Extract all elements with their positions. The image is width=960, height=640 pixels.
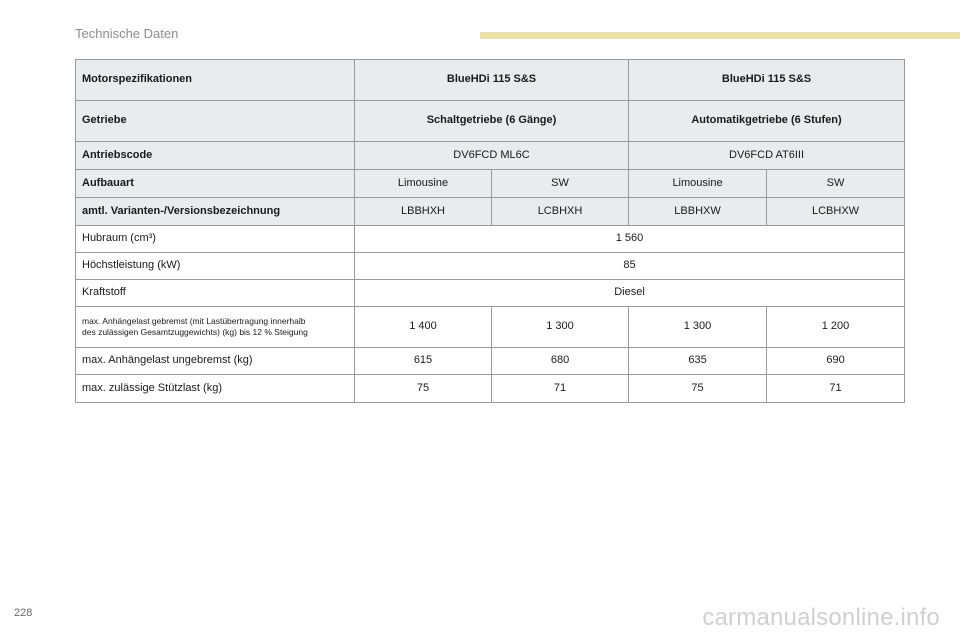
table-row-displacement	[76, 226, 905, 253]
row-label-line-1: max. Anhängelast gebremst (mit Lastübertragung innerhalb	[82, 316, 306, 327]
table-row-drive-code	[76, 142, 905, 170]
row-label: Höchstleistung (kW)	[76, 253, 355, 280]
row-label: Motorspezifikationen	[76, 60, 355, 101]
row-label: Getriebe	[76, 101, 355, 142]
table-cell: 690	[767, 348, 905, 375]
table-cell: 635	[629, 348, 767, 375]
engine-col-1: BlueHDi 115 S&S	[355, 60, 629, 101]
table-cell: DV6FCD AT6III	[629, 142, 905, 170]
table-cell: LBBHXW	[629, 198, 767, 226]
row-label: Hubraum (cm³)	[76, 226, 355, 253]
table-cell: Limousine	[355, 170, 492, 198]
table-cell: DV6FCD ML6C	[355, 142, 629, 170]
table-cell: 680	[492, 348, 629, 375]
table-cell: 71	[767, 375, 905, 403]
row-label: max. zulässige Stützlast (kg)	[76, 375, 355, 403]
table-cell: 1 300	[492, 307, 629, 348]
table-row-trailer-unbraked	[76, 348, 905, 375]
row-label	[76, 307, 355, 348]
row-label: Kraftstoff	[76, 280, 355, 307]
table-row-trailer-braked	[76, 307, 905, 348]
table-cell: 615	[355, 348, 492, 375]
row-label: Aufbauart	[76, 170, 355, 198]
table-cell: Limousine	[629, 170, 767, 198]
section-title: Technische Daten	[75, 26, 179, 41]
watermark-logo: carmanualsonline.info	[702, 604, 940, 631]
row-label-line-2: des zulässigen Gesamtzuggewichts) (kg) bis 12 % Steigung	[82, 327, 308, 337]
table-cell: LCBHXW	[767, 198, 905, 226]
table-row-fuel	[76, 280, 905, 307]
table-cell: SW	[767, 170, 905, 198]
table-cell: LBBHXH	[355, 198, 492, 226]
page-number: 228	[14, 607, 33, 619]
table-cell: Schaltgetriebe (6 Gänge)	[355, 101, 629, 142]
table-cell: SW	[492, 170, 629, 198]
table-row-gearbox	[76, 101, 905, 142]
table-cell: 75	[355, 375, 492, 403]
engine-col-2: BlueHDi 115 S&S	[629, 60, 905, 101]
table-row-body	[76, 170, 905, 198]
table-row-variants	[76, 198, 905, 226]
table-cell: 1 300	[629, 307, 767, 348]
header-accent-bar	[480, 32, 960, 39]
table-row-nose-weight	[76, 375, 905, 403]
table-cell: 1 400	[355, 307, 492, 348]
table-cell: 1 560	[355, 226, 905, 253]
row-label: Antriebscode	[76, 142, 355, 170]
table-row-header	[76, 60, 905, 101]
table-cell: 1 200	[767, 307, 905, 348]
table-row-power	[76, 253, 905, 280]
table-cell: LCBHXH	[492, 198, 629, 226]
engine-spec-table	[75, 59, 905, 403]
table-cell: 71	[492, 375, 629, 403]
table-cell: Automatikgetriebe (6 Stufen)	[629, 101, 905, 142]
table-cell: 75	[629, 375, 767, 403]
table-cell: 85	[355, 253, 905, 280]
table-cell: Diesel	[355, 280, 905, 307]
row-label: max. Anhängelast ungebremst (kg)	[76, 348, 355, 375]
row-label: amtl. Varianten-/Versionsbezeichnung	[76, 198, 355, 226]
